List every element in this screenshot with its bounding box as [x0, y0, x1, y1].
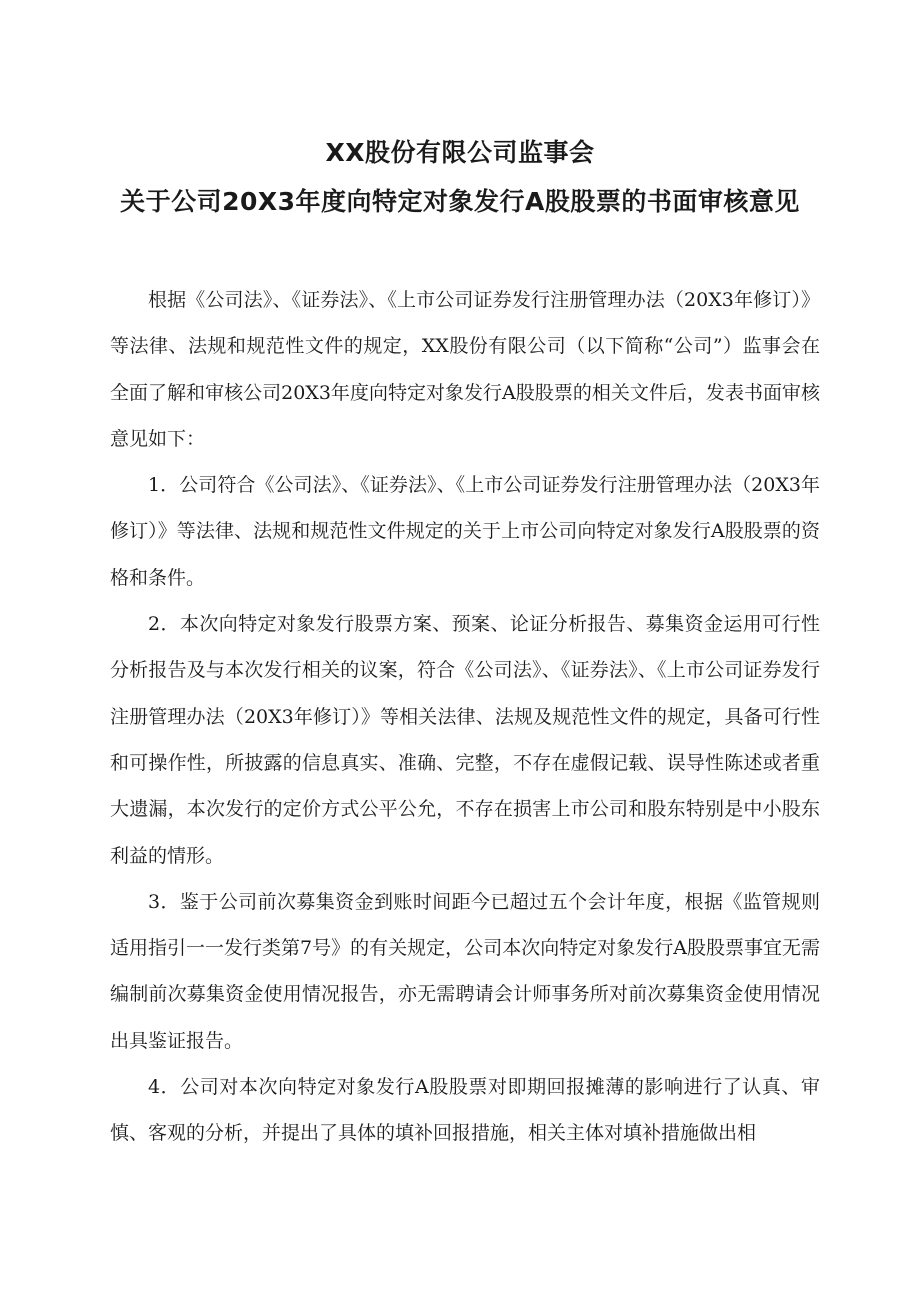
intro-paragraph: 根据《公司法》、《证券法》、《上市公司证券发行注册管理办法（20X3年修订）》等法律、法规和规范性文件的规定，XX股份有限公司（以下简称“公司”）监事会在全面了解和审核公司20X3年度向特定对象发行A股股票的相关文件后，发表书面审核意见如下： [110, 289, 820, 450]
opinion-item-4: 4．公司对本次向特定对象发行A股股票对即期回报摊薄的影响进行了认真、审慎、客观的分析，并提出了具体的填补回报措施，相关主体对填补措施做出相 [110, 1076, 820, 1145]
opinion-item-2: 2．本次向特定对象发行股票方案、预案、论证分析报告、募集资金运用可行性分析报告及与本次发行相关的议案，符合《公司法》、《证券法》、《上市公司证券发行注册管理办法（20X3年修订）》等相关法律、法规及规范性文件的规定，具备可行性和可操作性，所披露的信息真实、准确、完整，不存在虚假记载、误导性陈述或者重大遗漏，本次发行的定价方式公平公允，不存在损害上市公司和股东特别是中小股东利益的情形。 [110, 613, 820, 867]
document-title-line-1: XX股份有限公司监事会 [325, 138, 595, 167]
opinion-item-1: 1．公司符合《公司法》、《证券法》、《上市公司证券发行注册管理办法（20X3年修订）》等法律、法规和规范性文件规定的关于上市公司向特定对象发行A股股票的资格和条件。 [110, 474, 820, 589]
opinion-item-3: 3．鉴于公司前次募集资金到账时间距今已超过五个会计年度，根据《监管规则适用指引一一发行类第7号》的有关规定，公司本次向特定对象发行A股股票事宜无需编制前次募集资金使用情况报告，亦无需聘请会计师事务所对前次募集资金使用情况出具鉴证报告。 [110, 890, 820, 1052]
document-title-line-2: 关于公司20X3年度向特定对象发行A股股票的书面审核意见 [120, 187, 800, 216]
document-body [110, 277, 820, 1157]
